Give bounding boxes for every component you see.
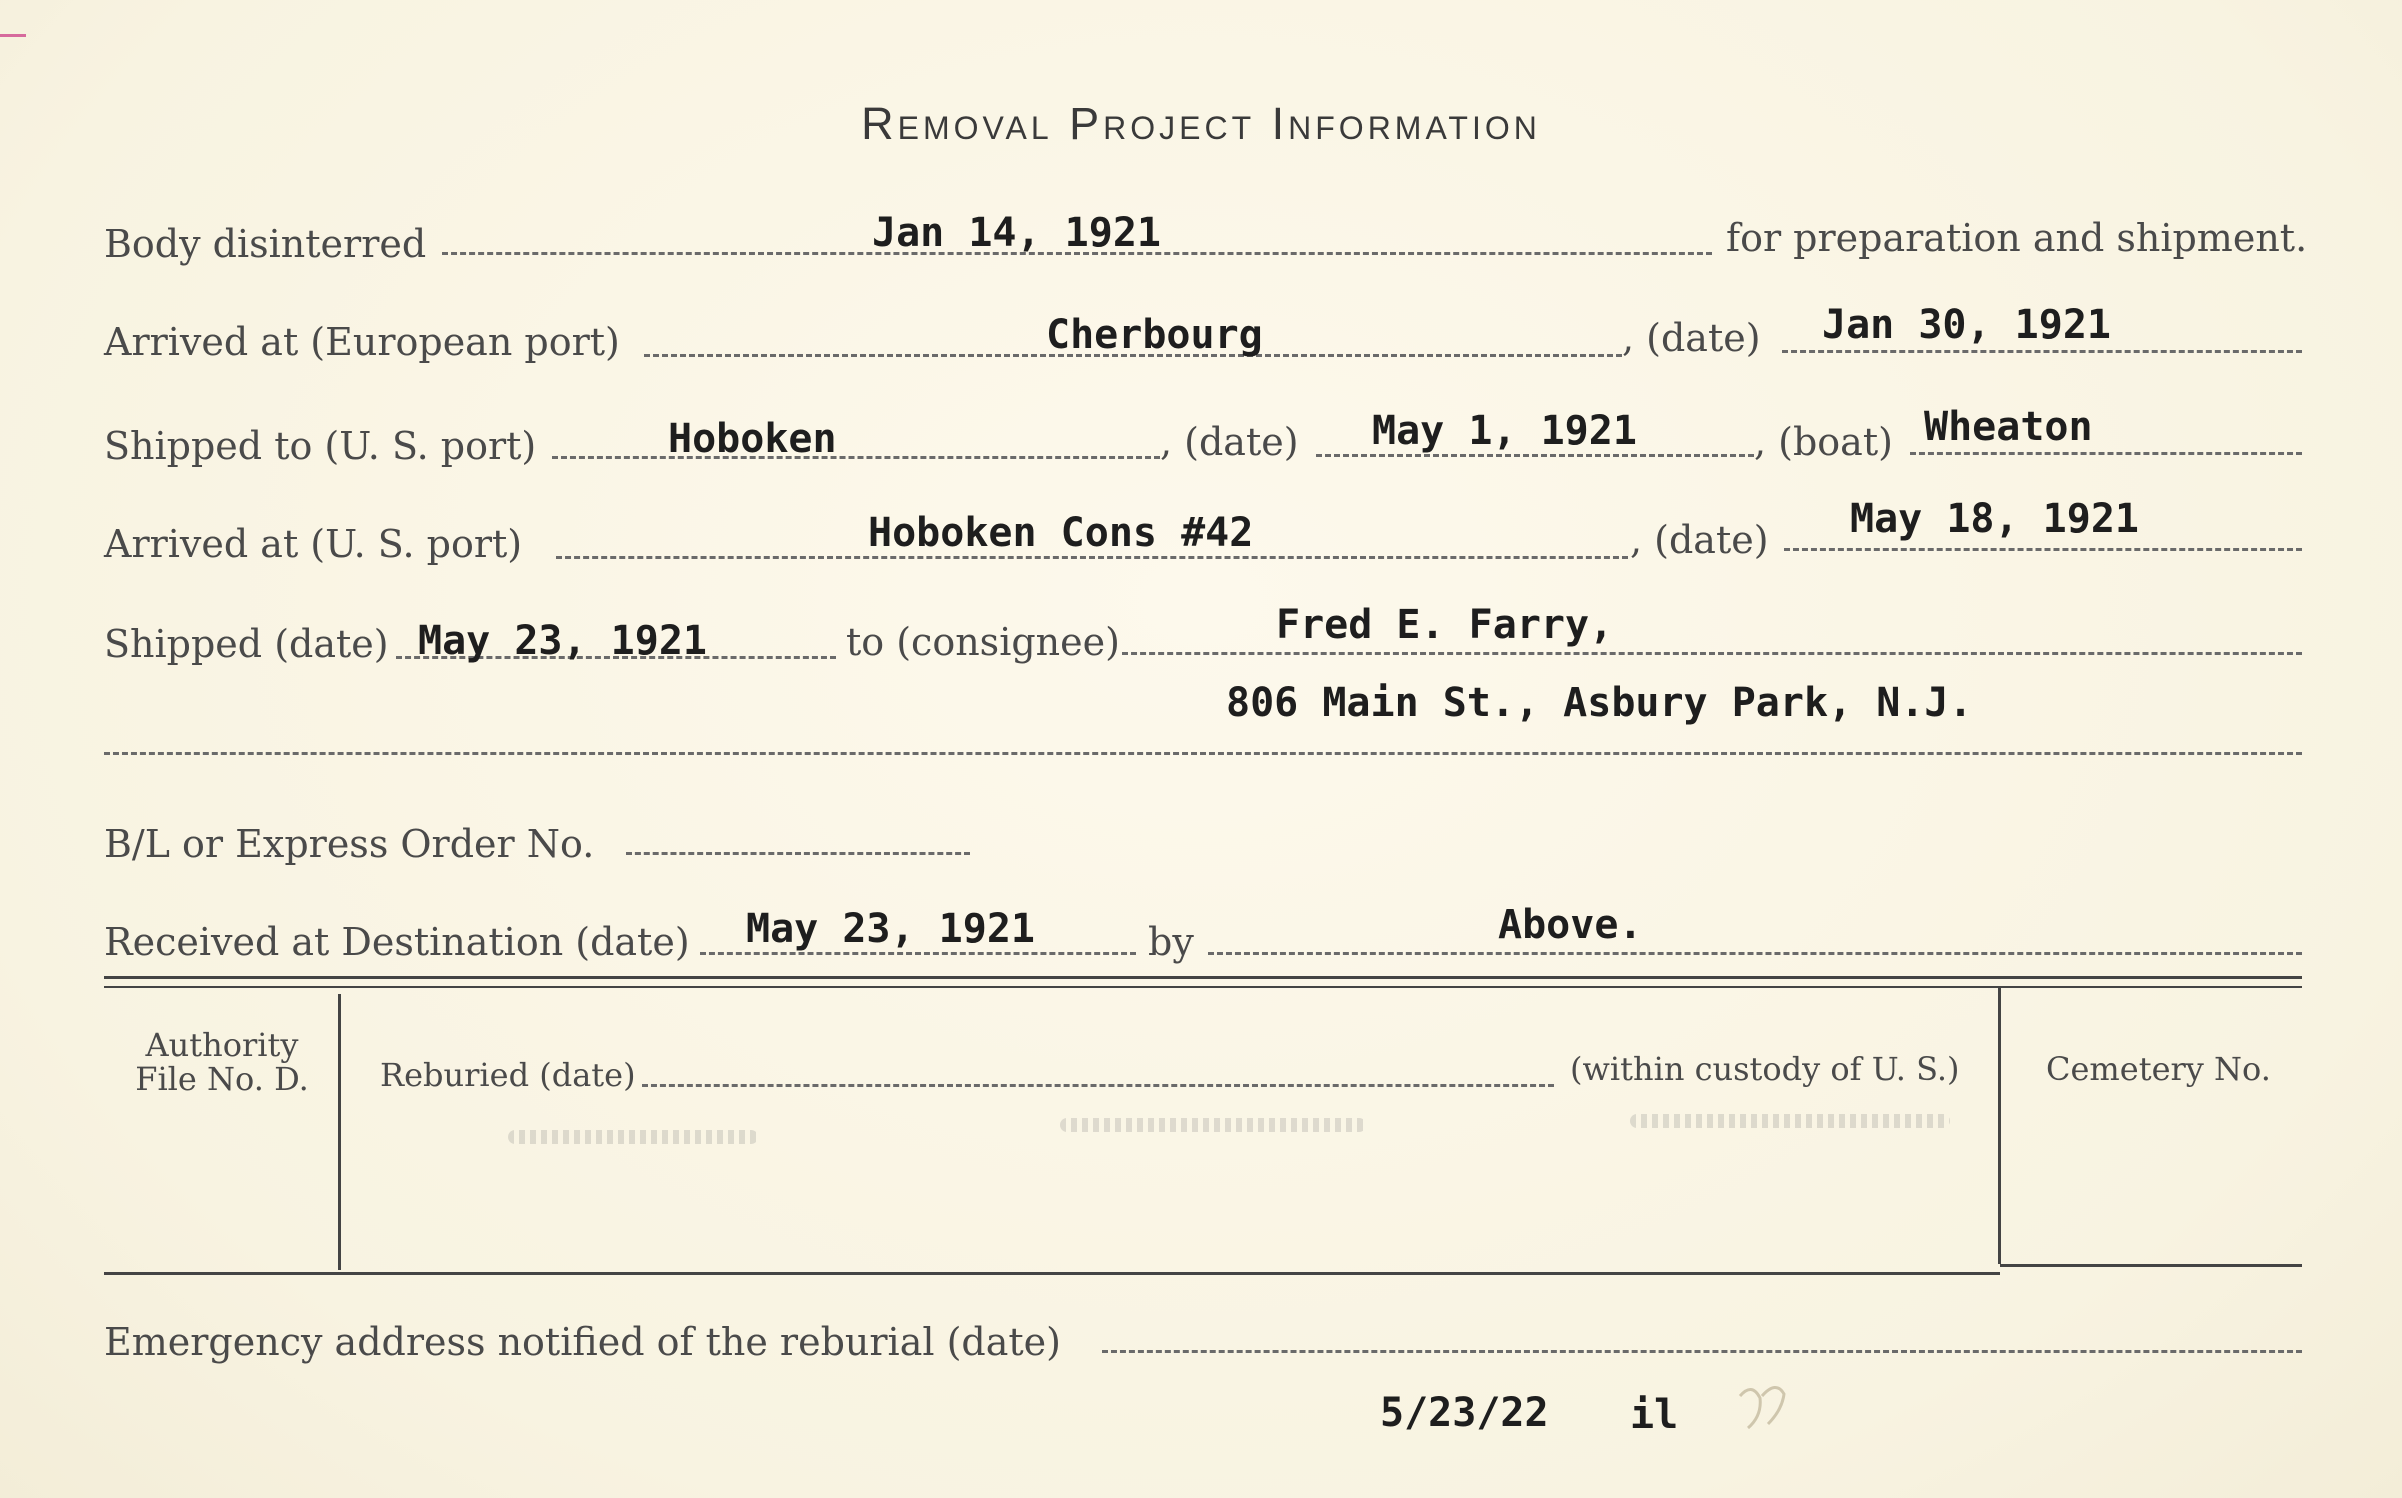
consignee-label: to (consignee) xyxy=(846,620,1120,664)
shipped-date-label: Shipped (date) xyxy=(104,622,389,666)
card-title: Removal Project Information xyxy=(861,98,1541,149)
faded-smudge xyxy=(1060,1118,1366,1132)
received-by-line xyxy=(1208,952,2302,955)
received-by: Above. xyxy=(1498,902,1643,948)
emergency-label: Emergency address notified of the reburial (date) xyxy=(104,1320,1061,1364)
shipped-us-boat: Wheaton xyxy=(1924,404,2093,450)
disinterred-value: Jan 14, 1921 xyxy=(872,210,1161,256)
table-bottom-rule xyxy=(104,1272,2000,1275)
table-top-rule xyxy=(104,976,2302,979)
disinterred-label: Body disinterred xyxy=(104,222,427,266)
bl-label: B/L or Express Order No. xyxy=(104,822,595,866)
authority-label: Authority xyxy=(145,1026,299,1064)
arrived-eu-date: Jan 30, 1921 xyxy=(1822,302,2111,348)
table-top-rule-2 xyxy=(104,986,2302,988)
shipped-date: May 23, 1921 xyxy=(418,618,707,664)
shipped-us-label: Shipped to (U. S. port) xyxy=(104,424,537,468)
received-date: May 23, 1921 xyxy=(746,906,1035,952)
arrived-eu-label: Arrived at (European port) xyxy=(104,320,620,364)
shipped-us-port: Hoboken xyxy=(668,416,837,462)
shipped-us-boat-line xyxy=(1910,452,2302,455)
shipped-us-date: May 1, 1921 xyxy=(1372,408,1637,454)
table-bottom-rule-right xyxy=(2000,1264,2302,1267)
file-no-label: File No. D. xyxy=(135,1060,309,1098)
arrived-eu-date-line xyxy=(1782,350,2302,353)
table-divider-left xyxy=(338,994,341,1270)
arrived-us-label: Arrived at (U. S. port) xyxy=(104,522,523,566)
consignee-address: 806 Main St., Asbury Park, N.J. xyxy=(1226,680,1973,726)
shipped-us-date-label: , (date) xyxy=(1160,420,1299,464)
arrived-eu-port: Cherbourg xyxy=(1046,312,1263,358)
arrived-us-port: Hoboken Cons #42 xyxy=(868,510,1254,556)
arrived-eu-date-label: , (date) xyxy=(1622,316,1761,360)
reburied-label: Reburied (date) xyxy=(380,1056,636,1094)
faded-smudge xyxy=(508,1130,758,1144)
consignee-line xyxy=(1122,652,2302,655)
received-by-label: by xyxy=(1148,920,1194,964)
emergency-line xyxy=(1102,1350,2302,1353)
received-date-line xyxy=(700,952,1136,955)
footer-code: il xyxy=(1630,1392,1679,1438)
faint-initials xyxy=(1732,1376,1802,1460)
handwritten-mark-icon xyxy=(1732,1376,1802,1446)
disinterred-suffix: for preparation and shipment. xyxy=(1726,216,2308,260)
shipped-us-date-line xyxy=(1316,454,1754,457)
cemetery-label: Cemetery No. xyxy=(2046,1050,2271,1088)
footer-date-stamp: 5/23/22 xyxy=(1380,1390,1549,1436)
shipped-us-line xyxy=(552,456,1160,459)
consignee-name: Fred E. Farry, xyxy=(1276,602,1614,648)
faded-smudge xyxy=(1630,1114,1950,1128)
pink-edge-mark xyxy=(0,34,26,37)
arrived-us-line xyxy=(556,556,1628,559)
shipped-us-boat-label: , (boat) xyxy=(1754,420,1893,464)
arrived-us-date-line xyxy=(1784,548,2302,551)
bl-line xyxy=(626,852,970,855)
table-divider-right xyxy=(1998,986,2001,1264)
arrived-us-date-label: , (date) xyxy=(1630,518,1769,562)
reburied-line xyxy=(642,1084,1554,1087)
arrived-us-date: May 18, 1921 xyxy=(1850,496,2139,542)
custody-label: (within custody of U. S.) xyxy=(1570,1050,1960,1088)
received-label: Received at Destination (date) xyxy=(104,920,690,964)
address-line xyxy=(104,752,2302,755)
